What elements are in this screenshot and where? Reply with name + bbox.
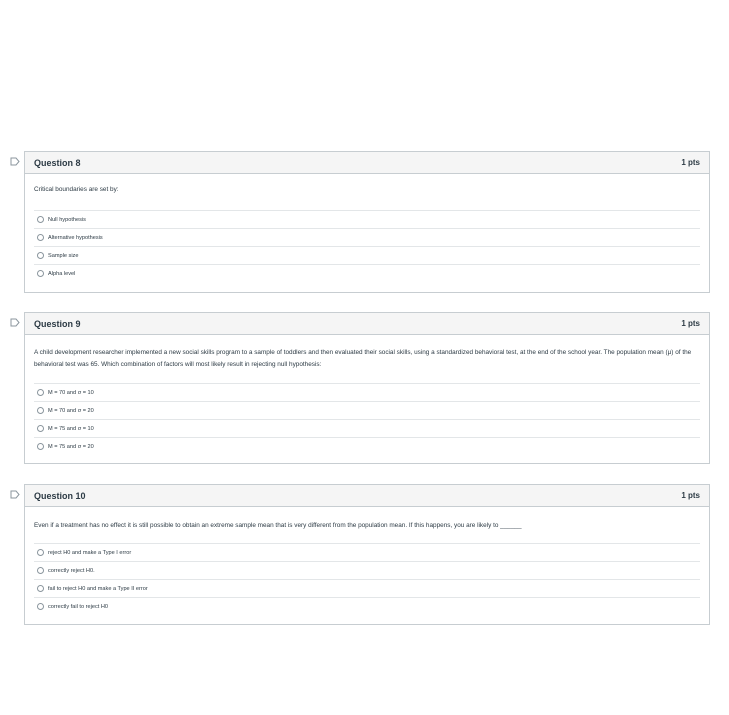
question-header [25,485,709,507]
answer-label: correctly reject H0. [48,567,95,574]
question-title: Question 10 [34,490,86,501]
radio-button[interactable] [37,443,44,450]
radio-button[interactable] [37,585,44,592]
answer-label: Null hypothesis [48,216,86,223]
answer-option[interactable] [34,211,700,229]
radio-button[interactable] [37,389,44,396]
question-9-card [24,312,710,464]
answer-option[interactable] [34,420,700,438]
question-points: 1 pts [681,319,700,328]
answer-option[interactable] [34,562,700,580]
radio-button[interactable] [37,216,44,223]
flag-question-icon[interactable] [10,318,20,327]
answer-option[interactable] [34,229,700,247]
radio-button[interactable] [37,567,44,574]
question-points: 1 pts [681,158,700,167]
answer-option[interactable] [34,544,700,562]
question-points: 1 pts [681,491,700,500]
answer-list [34,210,700,282]
question-header [25,152,709,174]
answer-option[interactable] [34,580,700,598]
answer-label: Alpha level [48,270,76,277]
answer-label: M = 75 and σ = 10 [48,425,94,432]
answer-label: reject H0 and make a Type I error [48,549,132,556]
question-text: Even if a treatment has no effect it is still possible to obtain an extreme sample mean that is very different from the population mean. If this happens, you are likely to ______ [34,522,522,529]
answer-label: M = 75 and σ = 20 [48,443,94,450]
answer-option[interactable] [34,598,700,615]
answer-list [34,383,700,455]
answer-option[interactable] [34,384,700,402]
answer-option[interactable] [34,402,700,420]
flag-question-icon[interactable] [10,157,20,166]
answer-option[interactable] [34,247,700,265]
radio-button[interactable] [37,549,44,556]
question-text: A child development researcher implemented a new social skills program to a sample of toddlers and then evaluated their social skills, using a standardized behavioral test, at the end of the school year. The population mean (μ) of the behavioral test was 65. Which combination of factors will most likely result in rejecting null hypothesis: [34,349,692,368]
answer-label: fail to reject H0 and make a Type II error [48,585,148,592]
answer-label: Sample size [48,252,79,259]
answer-label: correctly fail to reject H0 [48,603,108,610]
answer-list [34,543,700,615]
answer-label: M = 70 and σ = 20 [48,407,94,414]
flag-question-icon[interactable] [10,490,20,499]
question-8-card [24,151,710,293]
question-header [25,313,709,335]
question-10-card [24,484,710,625]
radio-button[interactable] [37,425,44,432]
answer-option[interactable] [34,265,700,282]
question-text: Critical boundaries are set by: [34,186,119,193]
radio-button[interactable] [37,407,44,414]
radio-button[interactable] [37,252,44,259]
radio-button[interactable] [37,234,44,241]
question-title: Question 9 [34,318,81,329]
question-title: Question 8 [34,157,81,168]
radio-button[interactable] [37,603,44,610]
answer-label: M = 70 and σ = 10 [48,389,94,396]
answer-option[interactable] [34,438,700,455]
answer-label: Alternative hypothesis [48,234,103,241]
radio-button[interactable] [37,270,44,277]
